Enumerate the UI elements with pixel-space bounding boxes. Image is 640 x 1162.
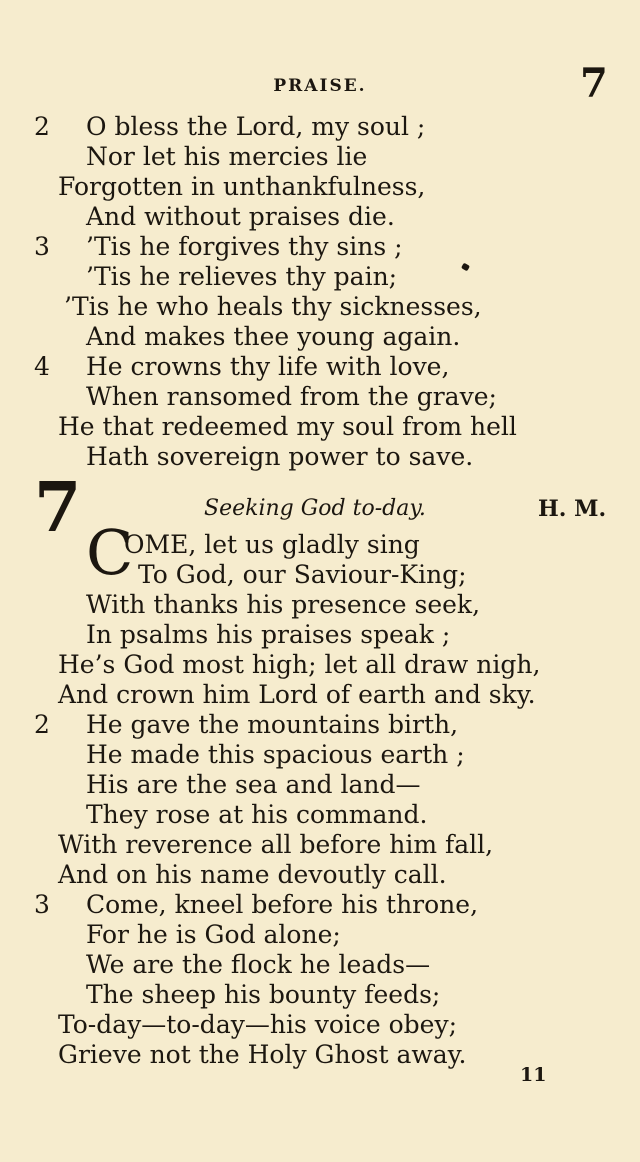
hymn-line: And crown him Lord of earth and sky. (58, 680, 536, 709)
hymn-line: With reverence all before him fall, (58, 830, 494, 859)
hymn-line: We are the flock he leads— (86, 950, 431, 979)
page-number: 11 (520, 1064, 547, 1086)
hymn-line: He crowns thy life with love, (86, 352, 450, 381)
verse-number: 3 (34, 890, 50, 919)
verse-number: 2 (34, 112, 50, 141)
hymn-line: And makes thee young again. (86, 322, 461, 351)
verse-number: 3 (34, 232, 50, 261)
hymn-line: Forgotten in unthankfulness, (58, 172, 426, 201)
hymn-line: To God, our Saviour-King; (138, 560, 467, 589)
hymn-line: To-day—to-day—his voice obey; (58, 1010, 458, 1039)
hymn-line: He that redeemed my soul from hell (58, 412, 517, 441)
hymn-line: O bless the Lord, my soul ; (86, 112, 426, 141)
hymn-line: Come, kneel before his throne, (86, 890, 479, 919)
hymn-line: ’Tis he who heals thy sicknesses, (64, 292, 482, 321)
hymn-line: He made this spacious earth ; (86, 740, 465, 769)
drop-cap: C (86, 516, 134, 589)
hymn-line: For he is God alone; (86, 920, 341, 949)
hymn-number: 7 (34, 468, 82, 548)
hymn-line: And on his name devoutly call. (58, 860, 447, 889)
hymn-line: OME, let us gladly sing (124, 530, 420, 559)
hymn-line: ’Tis he forgives thy sins ; (86, 232, 403, 261)
verse-number: 4 (34, 352, 50, 381)
hymn-line: Nor let his mercies lie (86, 142, 368, 171)
ink-speck (461, 263, 470, 272)
hymn-line: The sheep his bounty feeds; (86, 980, 441, 1009)
hymn-line: Hath sovereign power to save. (86, 442, 474, 471)
hymn-line: ’Tis he relieves thy pain; (86, 262, 398, 291)
hymn-line: In psalms his praises speak ; (86, 620, 451, 649)
verse-number: 2 (34, 710, 50, 739)
hymn-line: He gave the mountains birth, (86, 710, 459, 739)
hymn-line: He’s God most high; let all draw nigh, (58, 650, 541, 679)
running-head-hymn-number: 7 (580, 60, 608, 107)
hymn-subtitle: Seeking God to-day. (204, 496, 426, 521)
hymn-line: With thanks his presence seek, (86, 590, 481, 619)
hymn-line: Grieve not the Holy Ghost away. (58, 1040, 467, 1069)
running-head: PRAISE. (273, 76, 367, 96)
hymn-meter: H. M. (538, 496, 607, 522)
hymn-line: When ransomed from the grave; (86, 382, 497, 411)
hymn-line: His are the sea and land— (86, 770, 421, 799)
hymn-line: They rose at his command. (86, 800, 428, 829)
hymn-line: And without praises die. (86, 202, 395, 231)
